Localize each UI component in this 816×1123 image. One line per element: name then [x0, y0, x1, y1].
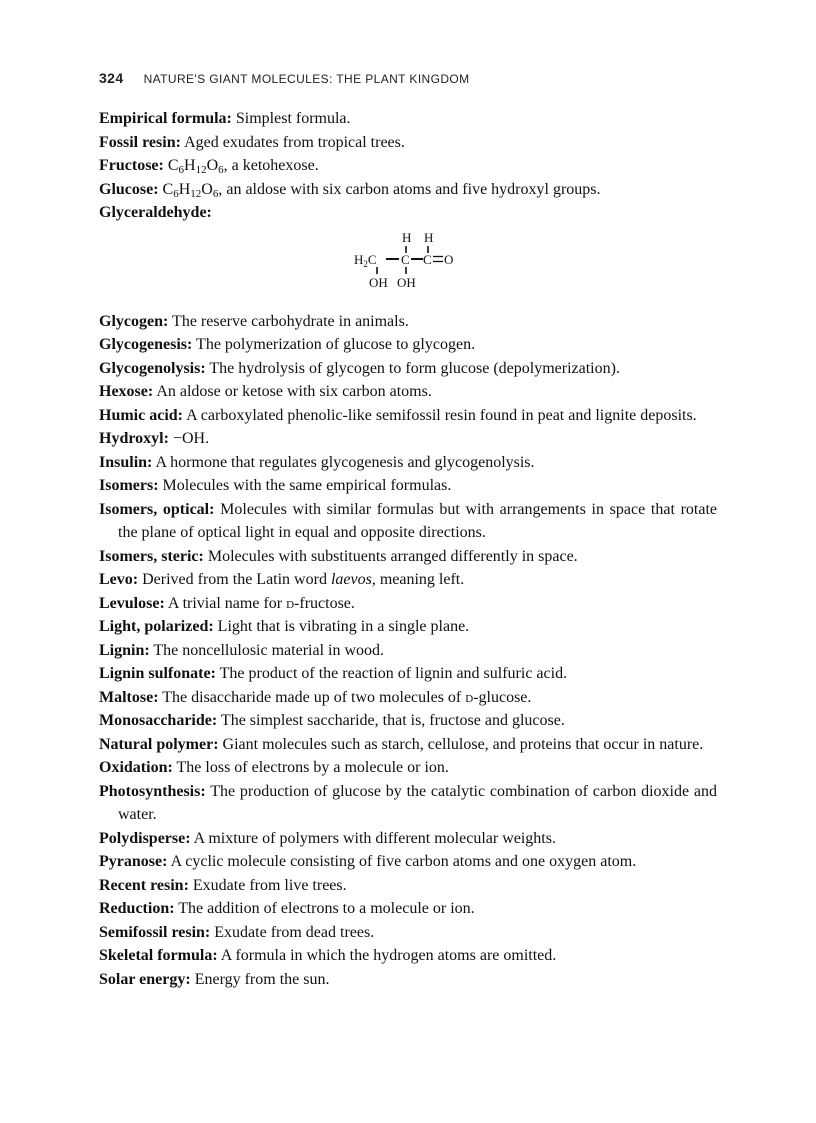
term: Solar energy: — [99, 970, 191, 988]
glossary-entry — [99, 968, 717, 992]
chemical-formula: $C_6H_{12}O_6$ — [162, 180, 219, 200]
term: Fructose: — [99, 157, 164, 174]
glossary-entry — [99, 404, 717, 428]
atom-o: O — [444, 251, 454, 267]
definition: The production of glucose by the catalytic combination of carbon dioxide and water. — [118, 782, 717, 823]
glossary-entry — [99, 201, 717, 225]
definition: Exudate from live trees. — [192, 876, 347, 894]
definition: A formula in which the hydrogen atoms are omitted. — [220, 947, 557, 964]
definition: Molecules with substituents arranged differently in space. — [207, 547, 578, 565]
definition: Derived from the Latin word laevos, meaning left. — [142, 571, 465, 588]
glossary-entry — [99, 154, 717, 178]
running-title: NATURE'S GIANT MOLECULES: THE PLANT KINGDOM — [143, 72, 470, 86]
term: Glycogenesis: — [99, 336, 193, 353]
term: Hydroxyl: — [99, 430, 169, 447]
glossary-entry — [99, 333, 717, 357]
definition: , an aldose with six carbon atoms and five hydroxyl groups. — [218, 180, 601, 198]
term: Fossil resin: — [99, 133, 181, 151]
glossary-entry — [99, 178, 717, 202]
definition: The disaccharide made up of two molecules of d-glucose. — [162, 688, 532, 706]
definition: The addition of electrons to a molecule or ion. — [178, 900, 475, 917]
definition: The reserve carbohydrate in animals. — [172, 312, 409, 330]
glossary-entry — [99, 427, 717, 451]
definition: , a ketohexose. — [223, 157, 319, 174]
definition: The loss of electrons by a molecule or ion. — [176, 759, 449, 776]
definition: Energy from the sun. — [194, 970, 330, 988]
glossary — [99, 107, 717, 991]
term: Levo: — [99, 571, 139, 588]
term: Empirical formula: — [99, 110, 232, 127]
term: Natural polymer: — [99, 735, 219, 753]
term: Lignin: — [99, 641, 150, 659]
term: Levulose: — [99, 594, 165, 612]
term: Reduction: — [99, 900, 175, 917]
definition: Aged exudates from tropical trees. — [184, 133, 405, 151]
glossary-entry — [99, 709, 717, 733]
term: Glucose: — [99, 180, 159, 198]
structural-formula — [354, 227, 464, 302]
term: Skeletal formula: — [99, 947, 218, 964]
term: Lignin sulfonate: — [99, 665, 216, 682]
glossary-entry — [99, 639, 717, 663]
running-header — [99, 70, 470, 86]
group-oh: OH — [397, 274, 416, 290]
term: Isomers, optical: — [99, 500, 215, 518]
glossary-entry — [99, 131, 717, 155]
glossary-entry — [99, 545, 717, 569]
glossary-entry — [99, 498, 717, 545]
term: Isomers: — [99, 477, 159, 494]
term: Isomers, steric: — [99, 547, 204, 565]
glossary-entry — [99, 592, 717, 616]
glyceraldehyde-structure — [99, 225, 717, 310]
glossary-entry — [99, 686, 717, 710]
definition: Simplest formula. — [235, 110, 351, 127]
glossary-entry — [99, 756, 717, 780]
definition: A cyclic molecule consisting of five carbon atoms and one oxygen atom. — [170, 853, 637, 870]
definition: −OH. — [172, 430, 210, 447]
definition: The hydrolysis of glycogen to form glucose (depolymerization). — [209, 359, 620, 377]
definition: Giant molecules such as starch, cellulose, and proteins that occur in nature. — [222, 735, 704, 753]
group-h2c: $H_2C$ — [354, 251, 377, 269]
definition: A hormone that regulates glycogenesis and glycogenolysis. — [155, 453, 535, 471]
glossary-entry — [99, 615, 717, 639]
definition: The product of the reaction of lignin and sulfuric acid. — [219, 665, 568, 682]
glossary-entry — [99, 944, 717, 968]
glossary-entry — [99, 474, 717, 498]
term: Insulin: — [99, 453, 153, 471]
glossary-entry — [99, 827, 717, 851]
term: Oxidation: — [99, 759, 173, 776]
definition: A carboxylated phenolic-like semifossil resin found in peat and lignite deposits. — [186, 406, 697, 424]
definition: The noncellulosic material in wood. — [153, 641, 385, 659]
term: Hexose: — [99, 383, 154, 400]
term: Monosaccharide: — [99, 712, 218, 729]
term: Glycogen: — [99, 312, 169, 330]
definition: The polymerization of glucose to glycogen. — [196, 336, 476, 353]
glossary-entry — [99, 897, 717, 921]
term: Glyceraldehyde: — [99, 204, 212, 221]
glossary-entry — [99, 850, 717, 874]
definition: A mixture of polymers with different molecular weights. — [193, 829, 556, 847]
page-number: 324 — [99, 70, 124, 86]
glossary-entry — [99, 568, 717, 592]
glossary-entry — [99, 380, 717, 404]
term: Glycogenolysis: — [99, 359, 206, 377]
term: Recent resin: — [99, 876, 189, 894]
glossary-entry — [99, 733, 717, 757]
group-oh: OH — [369, 274, 388, 290]
definition: An aldose or ketose with six carbon atoms. — [156, 383, 432, 400]
term: Semifossil resin: — [99, 923, 211, 941]
term: Maltose: — [99, 688, 159, 706]
definition: Light that is vibrating in a single plane. — [217, 618, 470, 635]
glossary-entry — [99, 310, 717, 334]
chemical-formula: $C_6H_{12}O_6$ — [167, 157, 224, 176]
definition: The simplest saccharide, that is, fructose and glucose. — [220, 712, 565, 729]
definition: Molecules with similar formulas but with arrangements in space that rotate the plane of optical light in equal and opposite directions. — [118, 500, 718, 541]
definition: A trivial name for d-fructose. — [167, 594, 355, 612]
glossary-entry — [99, 357, 717, 381]
glossary-entry — [99, 662, 717, 686]
glossary-entry — [99, 107, 717, 131]
atom-h: H — [424, 229, 434, 245]
definition: Exudate from dead trees. — [214, 923, 375, 941]
term: Light, polarized: — [99, 618, 214, 635]
definition: Molecules with the same empirical formulas. — [162, 477, 452, 494]
atom-h: H — [402, 229, 412, 245]
glossary-entry — [99, 874, 717, 898]
glossary-entry — [99, 451, 717, 475]
term: Humic acid: — [99, 406, 183, 424]
term: Pyranose: — [99, 853, 168, 870]
atom-c: C — [423, 251, 432, 267]
term: Polydisperse: — [99, 829, 191, 847]
term: Photosynthesis: — [99, 782, 206, 800]
atom-c: C — [401, 251, 410, 267]
glossary-entry — [99, 780, 717, 827]
glossary-entry — [99, 921, 717, 945]
